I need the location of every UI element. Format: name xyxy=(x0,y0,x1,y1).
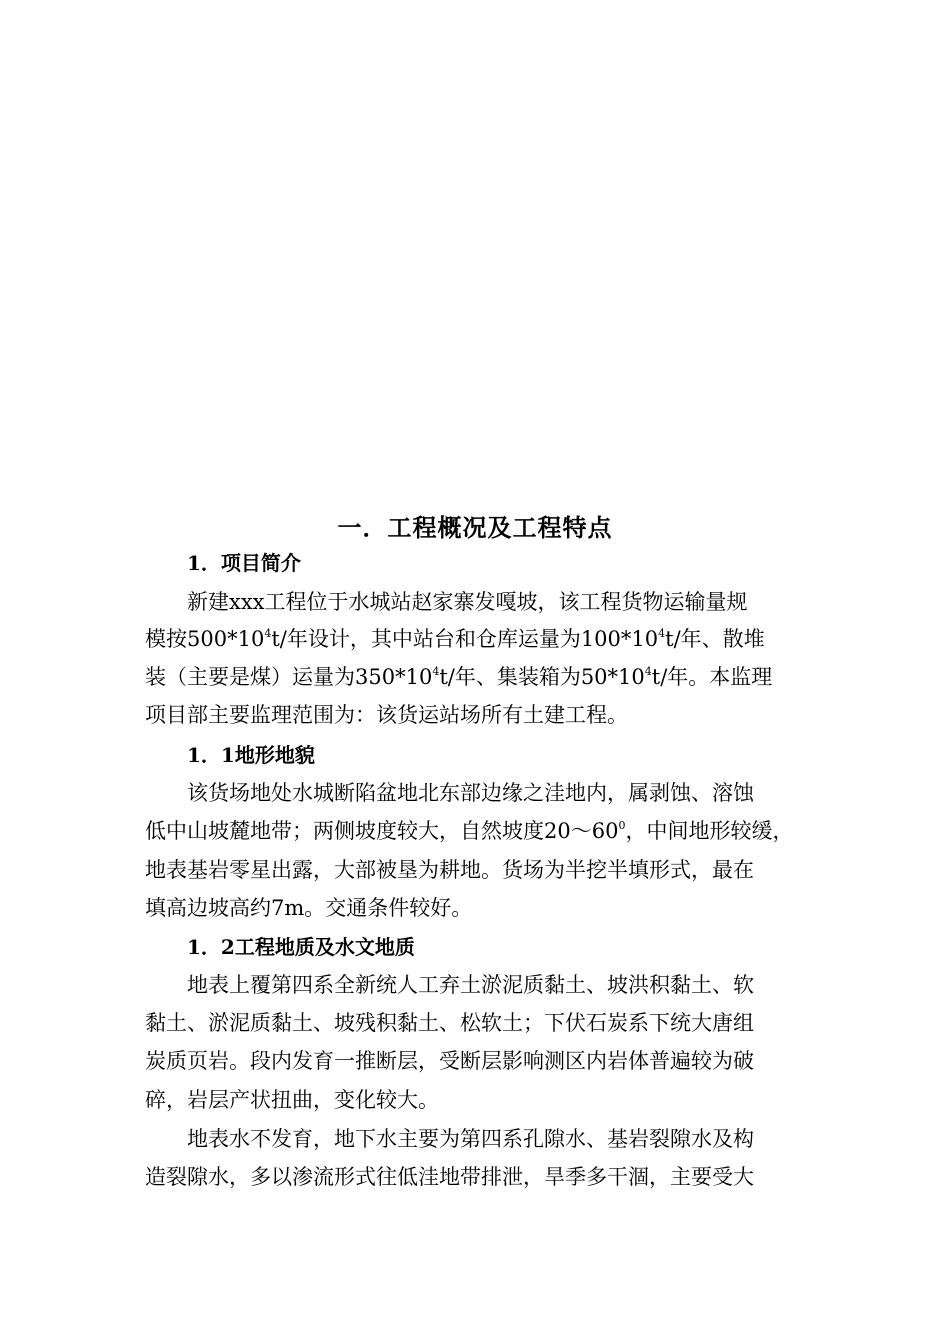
paragraph-line: 炭质页岩。段内发育一推断层，受断层影响测区内岩体普遍较为破 xyxy=(145,1049,754,1073)
paragraph-line: 地表基岩零星出露，大部被垦为耕地。货场为半挖半填形式，最在 xyxy=(145,858,754,882)
paragraph-line: 黏土、淤泥质黏土、坡残积黏土、松软土；下伏石炭系下统大唐组 xyxy=(145,1011,754,1035)
paragraph-line: 填高边坡高约7m。交通条件较好。 xyxy=(145,896,473,920)
paragraph-line: 造裂隙水，多以渗流形式往低洼地带排泄，旱季多干涸，主要受大 xyxy=(145,1165,754,1189)
paragraph-line: 地表水不发育，地下水主要为第四系孔隙水、基岩裂隙水及构 xyxy=(187,1127,754,1151)
paragraph-line: 低中山坡麓地带；两侧坡度较大，自然坡度$20\sim 60^0$，中间地形较缓， xyxy=(145,819,794,843)
section-heading-geology-hydrology: 1．2工程地质及水文地质 xyxy=(187,935,415,959)
paragraph-line: 该货场地处水城断陷盆地北东部边缘之洼地内，属剥蚀、溶蚀 xyxy=(187,781,754,805)
paragraph-line: 新建xxx工程位于水城站赵家寨发嘎坡，该工程货物运输量规 xyxy=(187,590,748,614)
paragraph-line: 模按$500*10^4t/$年设计，其中站台和仓库运量为$100*10^4t/$年、散堆 xyxy=(145,627,765,651)
paragraph-line: 装（主要是煤）运量为$350*10^4t/$年、集装箱为$50*10^4t/$年。本监理 xyxy=(145,665,773,689)
section-heading-terrain: 1．1地形地貌 xyxy=(187,743,315,767)
paragraph-line: 地表上覆第四系全新统人工弃土淤泥质黏土、坡洪积黏土、软 xyxy=(187,973,754,997)
paragraph-line: 碎，岩层产状扭曲，变化较大。 xyxy=(145,1088,439,1112)
section-heading-project-intro: 1．项目简介 xyxy=(187,551,301,575)
page-title: 一．工程概况及工程特点 xyxy=(337,513,613,542)
paragraph-line: 项目部主要监理范围为：该货运站场所有土建工程。 xyxy=(145,703,628,727)
